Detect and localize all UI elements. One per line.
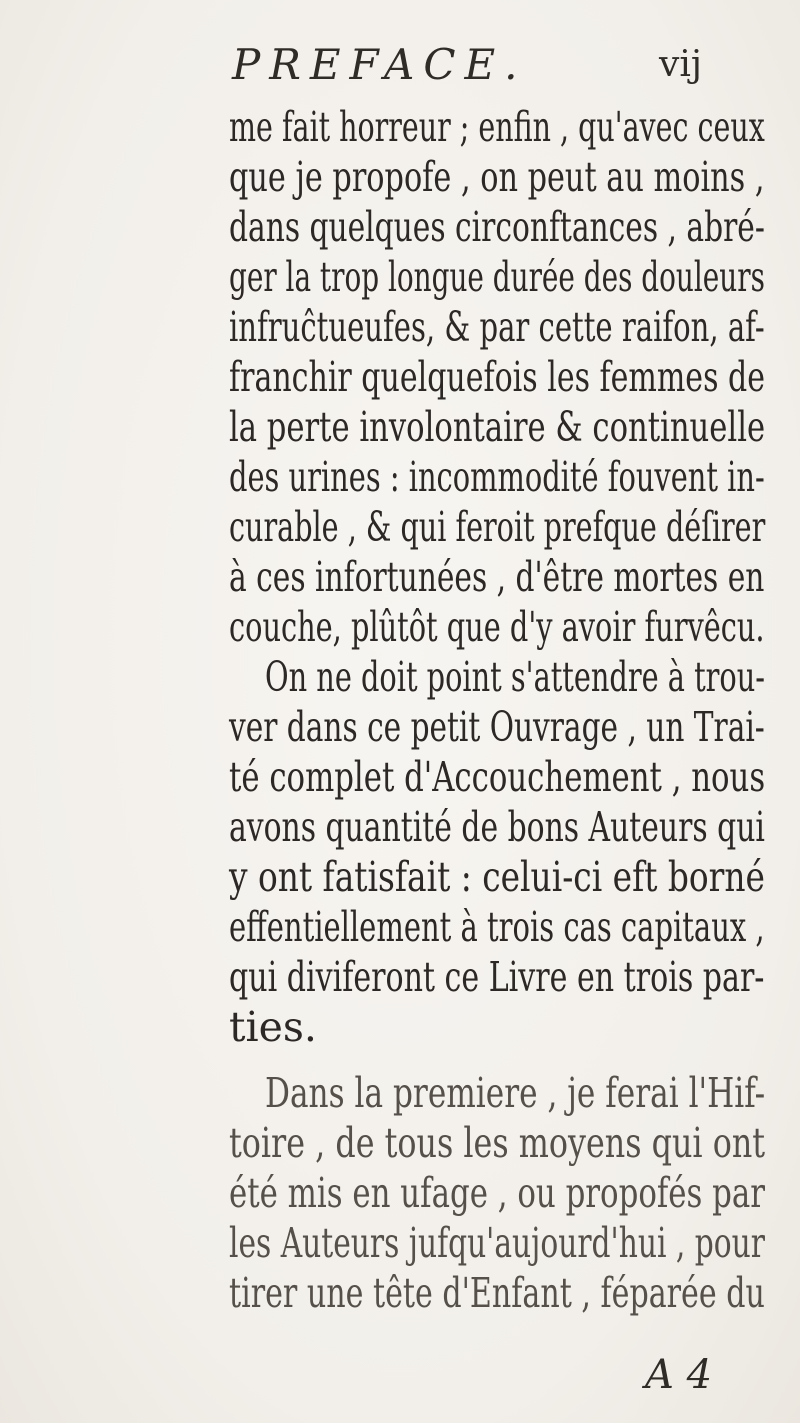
text-line: ties. (229, 1003, 317, 1051)
text-line: franchir quelquefois les femmes de (229, 353, 765, 401)
text-line: été mis en ufage , ou propofés par (229, 1169, 766, 1217)
running-head (232, 40, 702, 100)
text-line: ver dans ce petit Ouvrage , un Trai- (229, 703, 765, 751)
text-line: me fait horreur ; enfin , qu'avec ceux (229, 103, 765, 151)
text-line: qui diviferont ce Livre en trois par- (229, 953, 765, 1001)
page-number: vij (658, 44, 702, 85)
text-line: Dans la premiere , je ferai l'Hif- (265, 1069, 766, 1117)
text-line: avons quantité de bons Auteurs qui (229, 803, 765, 851)
text-line: couche, plûtôt que d'y avoir furvêcu. (229, 603, 765, 651)
text-line: ger la trop longue durée des douleurs (229, 253, 765, 301)
text-line: té complet d'Accouchement , nous (229, 753, 766, 801)
text-line: infruĉtueufes, & par cette raifon, af- (229, 303, 765, 351)
text-line: les Auteurs jufqu'aujourd'hui , pour (229, 1219, 765, 1267)
text-line: toire , de tous les moyens qui ont (229, 1119, 766, 1167)
text-line: à ces infortunées , d'être mortes en (229, 553, 765, 601)
text-line: tirer une tête d'Enfant , féparée du (229, 1269, 765, 1317)
text-line: curable , & qui feroit prefque déſirer (229, 503, 766, 551)
text-line: des urines : incommodité fouvent in- (229, 453, 765, 501)
text-line: effentiellement à trois cas capitaux , (229, 903, 765, 951)
signature-mark: A 4 (645, 1352, 713, 1398)
text-line: dans quelques circonftances , abré- (229, 203, 765, 251)
text-line: que je propofe , on peut au moins , (229, 153, 765, 201)
text-line: On ne doit point s'attendre à trou- (265, 653, 766, 701)
text-line: la perte involontaire & continuelle (229, 403, 766, 451)
running-title: PREFACE. (232, 40, 527, 89)
text-line: y ont fatisfait : celui-ci eft borné (229, 853, 765, 901)
